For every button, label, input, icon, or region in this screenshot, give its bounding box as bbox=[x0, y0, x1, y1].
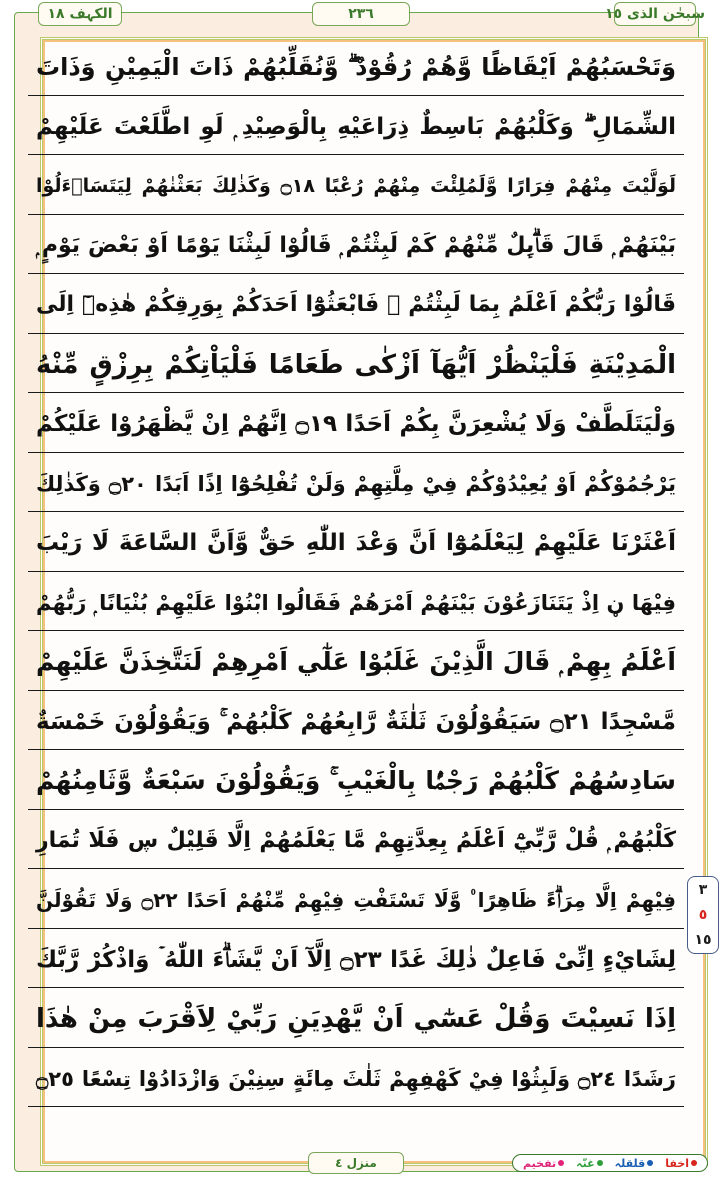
legend-dot-icon bbox=[597, 1160, 603, 1166]
text-line-12: مَّسْجِدًا ۝٢١ سَيَقُوْلُوْنَ ثَلٰثَةٌ رَّابِعُهُمْ كَلْبُهُمْ ۚ وَيَقُوْلُوْنَ خَمْسَةٌ bbox=[28, 691, 684, 751]
text-line-17: اِذَا نَسِيْتَ وَقُلْ عَسٰٓي اَنْ يَّهْدِيَنِ رَبِّيْ لِاَقْرَبَ مِنْ هٰذَا bbox=[28, 988, 684, 1048]
text-line-5: قَالُوْا رَبُّكُمْ اَعْلَمُ بِمَا لَبِثْتُمْ ۭ فَابْعَثُوْٓا اَحَدَكُمْ بِوَرِقِكُمْ هٰذِهٖٓ اِلَى bbox=[28, 274, 684, 334]
text-line-9: اَعْثَرْنَا عَلَيْهِمْ لِيَعْلَمُوْٓا اَنَّ وَعْدَ اللّٰهِ حَقٌّ وَّاَنَّ السَّاعَةَ لَا رَيْبَ bbox=[28, 512, 684, 572]
tajweed-legend bbox=[512, 1154, 708, 1172]
text-line-2: الشِّمَالِ ۖۗ وَكَلْبُهُمْ بَاسِطٌ ذِرَاعَيْهِ بِالْوَصِيْدِ ۭ لَوِ اطَّلَعْتَ عَلَيْهِمْ bbox=[28, 96, 684, 156]
legend-label: تفخیم bbox=[523, 1156, 557, 1170]
text-line-18: رَشَدًا ۝٢٤ وَلَبِثُوْا فِيْ كَهْفِهِمْ ثَلٰثَ مِائَةٍ سِنِيْنَ وَازْدَادُوْا تِسْعًا ۝٢٥ bbox=[28, 1048, 684, 1108]
text-line-6: الْمَدِيْنَةِ فَلْيَنْظُرْ اَيُّهَآ اَزْكٰى طَعَامًا فَلْيَاْتِكُمْ بِرِزْقٍ مِّنْهُ bbox=[28, 334, 684, 394]
text-line-11: اَعْلَمُ بِهِمْ ۭ قَالَ الَّذِيْنَ غَلَبُوْا عَلٰٓي اَمْرِهِمْ لَنَتَّخِذَنَّ عَلَيْهِمْ bbox=[28, 631, 684, 691]
ruku-marker-middle: ٥ bbox=[698, 906, 708, 923]
legend-item-tafkheem bbox=[523, 1157, 564, 1170]
para-name-badge: سبحٰن الذی ١٥ bbox=[614, 2, 696, 26]
page-number-badge: ٢٣٦ bbox=[312, 2, 410, 26]
text-line-13: سَادِسُهُمْ كَلْبُهُمْ رَجْمًۢا بِالْغَيْبِ ۚ وَيَقُوْلُوْنَ سَبْعَةٌ وَّثَامِنُهُمْ bbox=[28, 750, 684, 810]
legend-label: قلقلہ bbox=[614, 1156, 646, 1170]
manzil-badge: منزل ٤ bbox=[308, 1152, 404, 1174]
legend-item-ghunna bbox=[576, 1157, 602, 1170]
text-line-3: لَوَلَّيْتَ مِنْهُمْ فِرَارًا وَّلَمُلِئْتَ مِنْهُمْ رُعْبًا ۝١٨ وَكَذٰلِكَ بَعَثْنٰهُمْ لِيَتَسَاۗءَلُوْا bbox=[28, 155, 684, 215]
text-line-10: فِيْهَا ڼ اِذْ يَتَنَازَعُوْنَ بَيْنَهُمْ اَمْرَهُمْ فَقَالُوا ابْنُوْا عَلَيْهِمْ بُنْيَانًا ۭ رَبُّهُمْ bbox=[28, 572, 684, 632]
legend-item-ikhfa bbox=[665, 1157, 697, 1170]
text-line-14: كَلْبُهُمْ ۭ قُلْ رَّبِّيْٓ اَعْلَمُ بِعِدَّتِهِمْ مَّا يَعْلَمُهُمْ اِلَّا قَلِيْلٌ ڛ فَلَا تُمَارِ bbox=[28, 810, 684, 870]
text-line-1: وَتَحْسَبُهُمْ اَيْقَاظًا وَّهُمْ رُقُوْدٌ ۖۗ وَّنُقَلِّبُهُمْ ذَاتَ الْيَمِيْنِ وَذَاتَ bbox=[28, 36, 684, 96]
surah-name-badge: الکہف ١٨ bbox=[38, 2, 122, 26]
ruku-marker-top: ٣ bbox=[698, 881, 708, 898]
legend-dot-icon bbox=[691, 1160, 697, 1166]
text-line-8: يَرْجُمُوْكُمْ اَوْ يُعِيْدُوْكُمْ فِيْ مِلَّتِهِمْ وَلَنْ تُفْلِحُوْٓا اِذًا اَبَدًا ۝٢٠ وَكَذٰلِكَ bbox=[28, 453, 684, 513]
legend-dot-icon bbox=[647, 1160, 653, 1166]
text-line-4: بَيْنَهُمْ ۭ قَالَ قَاۗىِٕلٌ مِّنْهُمْ كَمْ لَبِثْتُمْ ۭ قَالُوْا لَبِثْنَا يَوْمًا اَوْ بَعْضَ يَوْمٍ ۭ bbox=[28, 215, 684, 275]
quran-text-block bbox=[28, 36, 684, 1107]
text-line-15: فِيْهِمْ اِلَّا مِرَاۗءً ظَاهِرًا ۠ وَّلَا تَسْتَفْتِ فِيْهِمْ مِّنْهُمْ اَحَدًا ۝٢٢ وَلَا تَقُوْلَنَّ bbox=[28, 869, 684, 929]
ruku-marker bbox=[687, 876, 719, 954]
ruku-marker-bottom: ١٥ bbox=[694, 932, 712, 949]
legend-item-qalqala bbox=[615, 1157, 654, 1170]
legend-label: اخفا bbox=[665, 1156, 689, 1170]
legend-dot-icon bbox=[558, 1160, 564, 1166]
legend-label: غنّہ bbox=[576, 1156, 595, 1170]
text-line-7: وَلْيَتَلَطَّفْ وَلَا يُشْعِرَنَّ بِكُمْ اَحَدًا ۝١٩ اِنَّهُمْ اِنْ يَّظْهَرُوْا عَلَيْكُمْ bbox=[28, 393, 684, 453]
text-line-16: لِشَايْءٍ اِنِّىْ فَاعِلٌ ذٰلِكَ غَدًا ۝٢٣ اِلَّآ اَنْ يَّشَاۗءَ اللّٰهُ ۡ وَاذْكُرْ رَّبَّكَ bbox=[28, 929, 684, 989]
